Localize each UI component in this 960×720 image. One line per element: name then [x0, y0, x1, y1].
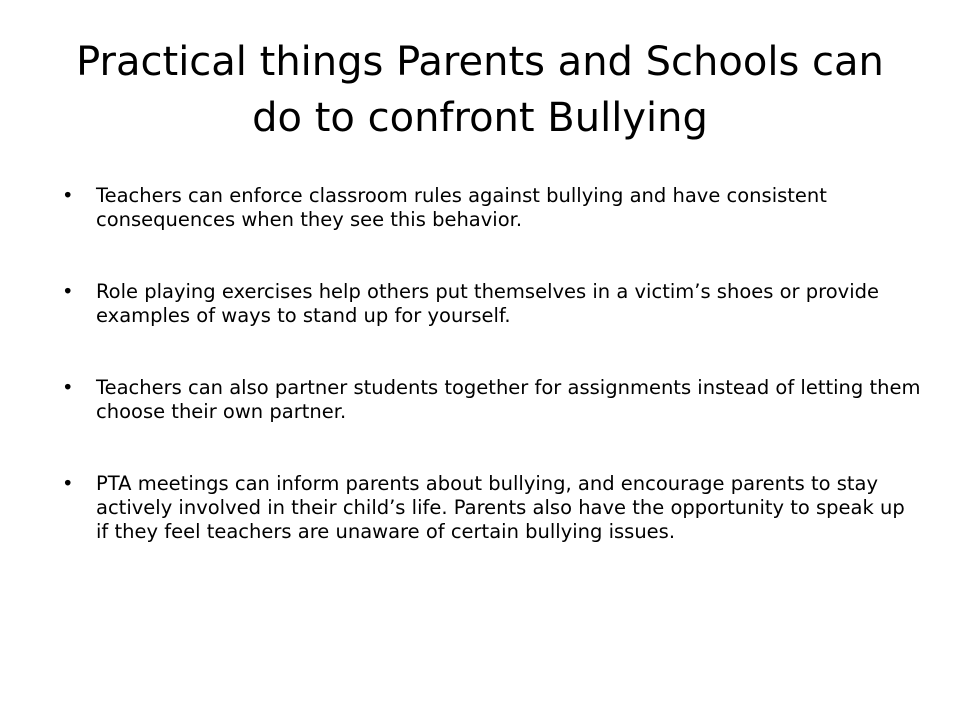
- bullet-text: Teachers can also partner students together for assignments instead of letting them choose their own partner.: [96, 376, 921, 423]
- bullet-icon: •: [62, 280, 74, 303]
- bullet-item: [62, 184, 922, 232]
- bullet-text: PTA meetings can inform parents about bullying, and encourage parents to stay actively involved in their child’s life. Parents also have the opportunity to speak up if they feel teachers are unaware of certain bullying issues.: [96, 472, 905, 543]
- bullet-icon: •: [62, 376, 74, 399]
- bullet-icon: •: [62, 472, 74, 495]
- bullet-item: [62, 280, 922, 328]
- bullet-text: Teachers can enforce classroom rules against bullying and have consistent consequences when they see this behavior.: [96, 184, 827, 231]
- bullet-text: Role playing exercises help others put themselves in a victim’s shoes or provide examples of ways to stand up for yourself.: [96, 280, 879, 327]
- bullet-item: [62, 472, 922, 544]
- bullet-icon: •: [62, 184, 74, 207]
- bullet-item: [62, 376, 922, 424]
- slide-title: Practical things Parents and Schools can do to confront Bullying: [76, 39, 884, 141]
- bullet-list: [62, 184, 922, 544]
